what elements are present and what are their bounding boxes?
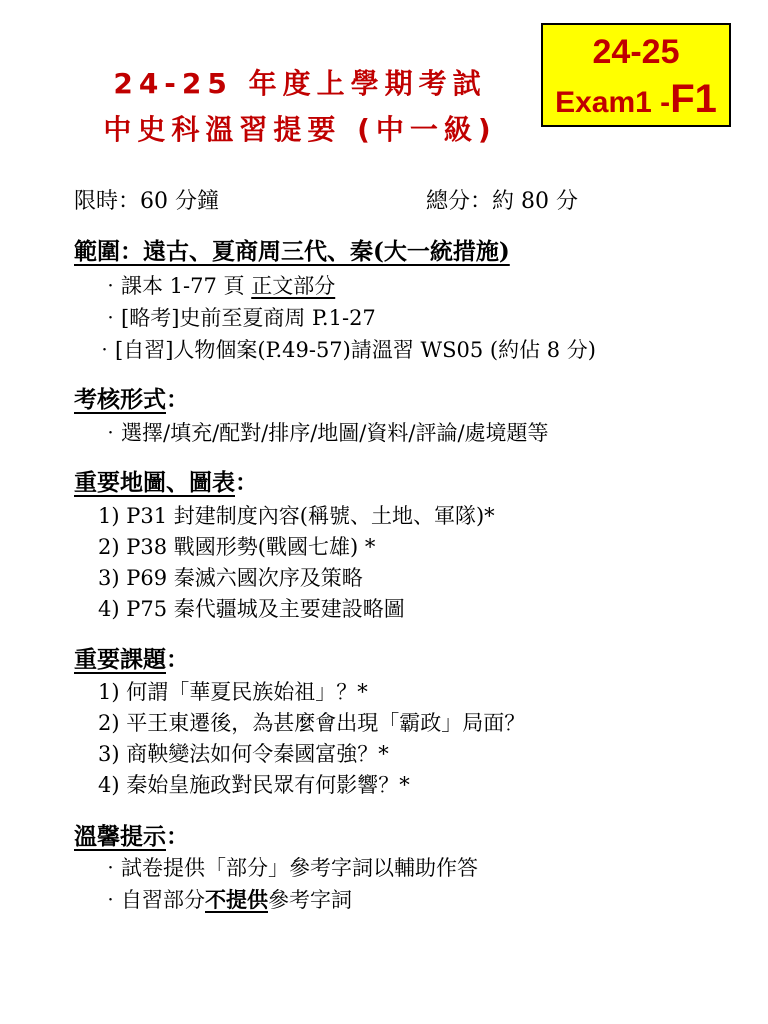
- format-heading-colon: ：: [166, 386, 189, 413]
- maps-heading: [74, 464, 258, 497]
- tips-heading-colon: ：: [166, 823, 189, 850]
- scope-item-emphasis: 正文部分: [251, 274, 336, 298]
- title-line-2: 中史科溫習提要 (中一級): [103, 113, 497, 146]
- total-score: 總分：約 80 分: [426, 189, 578, 214]
- badge-exam: [543, 77, 729, 122]
- topics-item: 2) 平王東遷後，為甚麼會出現「霸政」局面？: [98, 711, 526, 735]
- format-heading: [74, 381, 189, 414]
- badge-exam-prefix: Exam1 -: [555, 86, 671, 119]
- format-heading-text: 考核形式: [74, 386, 166, 413]
- maps-heading-text: 重要地圖、圖表: [74, 469, 235, 496]
- topics-heading: [74, 641, 189, 674]
- scope-item: ‧[自習]人物個案(P.49-57)請溫習 WS05 (約佔 8 分): [94, 338, 596, 362]
- maps-item: 4) P75 秦代疆城及主要建設略圖: [98, 597, 405, 621]
- time-limit: 限時：60 分鐘: [74, 189, 219, 214]
- tips-item-suffix: 參考字詞: [268, 888, 352, 912]
- tips-item-text: ‧自習部分: [100, 888, 205, 912]
- scope-heading: [74, 233, 510, 266]
- maps-item: 2) P38 戰國形勢(戰國七雄) *: [98, 535, 376, 559]
- maps-item: 1) P31 封建制度內容(稱號、土地、軍隊)*: [98, 504, 495, 528]
- scope-item-text: ‧課本 1-77 頁: [100, 274, 252, 298]
- maps-item: 3) P69 秦滅六國次序及策略: [98, 566, 363, 590]
- badge-year: 24-25: [592, 33, 680, 71]
- maps-heading-colon: ：: [235, 469, 258, 496]
- scope-heading-text: 範圍：遠古、夏商周三代、秦(大一統措施): [74, 238, 510, 265]
- topics-heading-colon: ：: [166, 646, 189, 673]
- title-line-1: 24-25 年度上學期考試: [113, 67, 487, 100]
- tips-heading-text: 溫馨提示: [74, 823, 166, 850]
- tips-item-emphasis: 不提供: [205, 887, 268, 912]
- topics-item: 1) 何謂「華夏民族始祖」？*: [98, 680, 368, 704]
- tips-item: [100, 884, 352, 914]
- topics-item: 3) 商鞅變法如何令秦國富強？*: [98, 742, 389, 766]
- exam-badge: [541, 23, 731, 127]
- tips-heading: [74, 818, 189, 851]
- badge-form: F1: [670, 77, 717, 121]
- topics-item: 4) 秦始皇施政對民眾有何影響？*: [98, 773, 410, 797]
- topics-heading-text: 重要課題: [74, 646, 166, 673]
- scope-item: ‧[略考]史前至夏商周 P.1-27: [100, 306, 376, 330]
- tips-item: ‧試卷提供「部分」參考字詞以輔助作答: [100, 856, 478, 880]
- scope-item: [100, 270, 335, 300]
- format-item: ‧選擇/填充/配對/排序/地圖/資料/評論/處境題等: [100, 421, 549, 445]
